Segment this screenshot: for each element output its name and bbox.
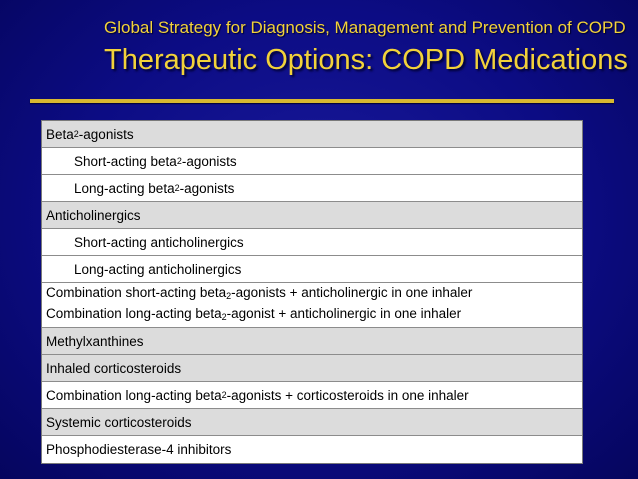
table-row	[42, 229, 582, 256]
table-row	[42, 436, 582, 463]
table-row	[42, 283, 582, 328]
row-line	[46, 305, 461, 326]
table-row	[42, 121, 582, 148]
row-text: Methylxanthines	[46, 333, 144, 349]
table-row	[42, 328, 582, 355]
subscript-text: 2	[174, 183, 180, 193]
table-row	[42, 202, 582, 229]
slide-title: Therapeutic Options: COPD Medications	[104, 44, 628, 76]
row-text: -agonist + anticholinergic in one inhaler	[226, 306, 462, 321]
row-text: -agonists	[179, 180, 235, 196]
subscript-text: 2	[221, 312, 227, 322]
row-text: Long-acting anticholinergics	[74, 261, 242, 277]
table-row	[42, 175, 582, 202]
title-divider	[30, 99, 614, 103]
subscript-text: 2	[221, 390, 227, 400]
subscript-text: 2	[176, 156, 182, 166]
row-text: Beta	[46, 126, 74, 142]
row-text: -agonists	[78, 126, 134, 142]
row-text: -agonists + corticosteroids in one inhaler	[226, 387, 469, 403]
slide-subtitle: Global Strategy for Diagnosis, Management and Prevention of COPD	[104, 18, 626, 37]
table-row	[42, 148, 582, 175]
row-text: Systemic corticosteroids	[46, 414, 192, 430]
row-text: Long-acting beta	[74, 180, 175, 196]
table-row	[42, 409, 582, 436]
row-text: Phosphodiesterase-4 inhibitors	[46, 442, 232, 457]
subscript-text: 2	[73, 129, 79, 139]
row-text: Combination long-acting beta	[46, 387, 222, 403]
row-text: Short-acting anticholinergics	[74, 234, 244, 250]
table-row	[42, 256, 582, 283]
row-text: -agonists + anticholinergic in one inhaler	[231, 285, 473, 300]
medications-table	[41, 120, 583, 464]
table-row	[42, 355, 582, 382]
row-text: Combination short-acting beta	[46, 285, 227, 300]
row-text: -agonists	[181, 153, 237, 169]
row-text: Anticholinergics	[46, 207, 141, 223]
row-text: Inhaled corticosteroids	[46, 360, 182, 376]
subscript-text: 2	[226, 291, 232, 301]
row-text: Short-acting beta	[74, 153, 177, 169]
row-text: Combination long-acting beta	[46, 306, 222, 321]
row-line	[46, 284, 472, 305]
table-row	[42, 382, 582, 409]
